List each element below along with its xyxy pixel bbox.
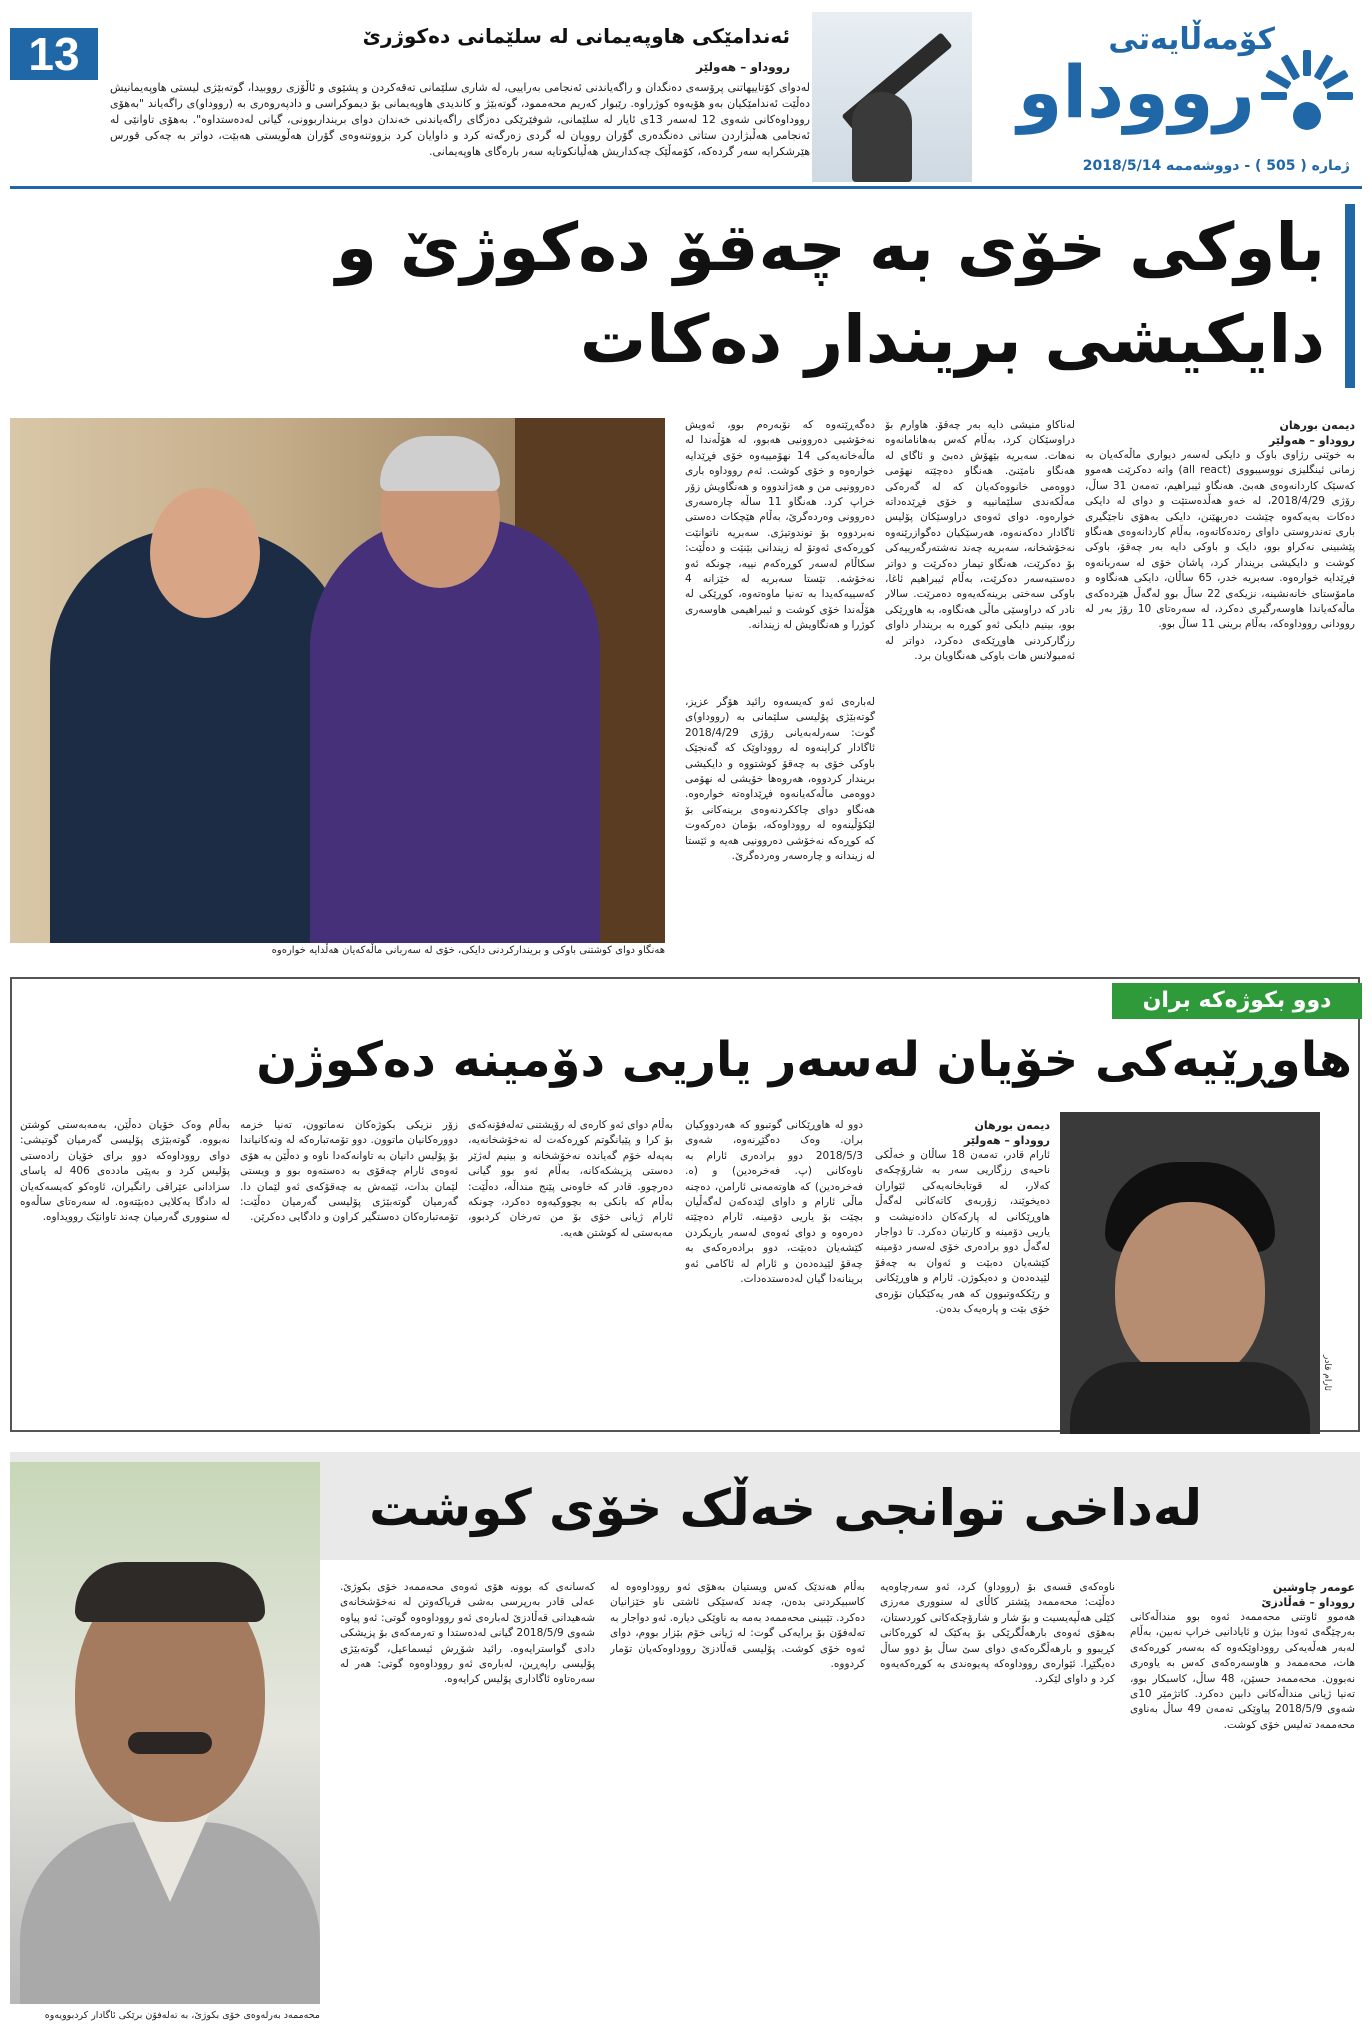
article3-byline: عومەر چاوشین [1272,1581,1355,1594]
article3-column-1 [1130,1580,1355,2025]
article1-photo [10,418,665,943]
article2-column-3: بەڵام دوای ئەو کارەی لە رۆیشتنی تەلەفۆنەکەی بۆ کرا و پێیانگوتم کوڕەکەت لە نەخۆشخانەیە، بەپەلە خۆم گەیاندە نەخۆشخانە و بینیم لەژێر دەستی پزیشکەکانە، بەڵام ئەو بوو گیانی دەرچوو. قادر کە خاوەنی پێنج منداڵە، دەڵێت: بەڵام کە بانکی بە بچووکیەوە دەکرد، چونکە ئارام ژیانی خۆی بۆ من تەرخان کردبوو، مەبەستی لە کوشتن هەیە. [468,1119,673,1239]
shirt-shape [1070,1362,1310,1434]
top-lead-text: لەدوای کۆتاییهاتنی پرۆسەی دەنگدان و راگەیاندنی ئەنجامی بەراییی، لە شاری سلێمانی تەقەکردن و پشێوی و ئاڵۆزی رووبیدا، گوتەبێژی لیستی هاوپەیمانیش دەڵێت ئەندامێکیان بەو هۆیەوە کوژراوە. رێبوار کەریم محەممود، گوتەبێژ و کاندیدی هاوپەیمانی بۆ دیموکراسی و دادپەروەری بە (رووداو)ی راگەیاند "بەهۆی رووداوەکانی شەوی 12 لەسەر 13ی ئایار لە سلێمانی، شوفێرێکی دەزگای راگەیاندنی خەندان دوای برینداربوونی، گیانی لەدەستداوە". بەهۆی تاوانێی لە ئەنجامی هەڵبژاردن ستاتی دەنگدەری گۆران روویان لە گردی زەرگەتە کرد و داوایان کرد بزووتنەوەی گۆران هەڵویستی هەبێت، دواتر بە چەکی قورس هێرشکرایە سەر گردەکە، کۆمەڵێک چەکداریش هەڵیانکوتایە سەر بارەگای هاوپەیمانی. [110,81,810,158]
article2-col1-text: ئارام قادر، تەمەن 18 ساڵان و خەڵکی ناحیەی رزگاریی سەر بە شارۆچکەی کەلار، لە قوتابخانەیەکی ئێواران دەیخوێند، زۆربەی کاتەکانی لەگەڵ هاوڕێکانی لە پارکەکان دادەنیشت و یاریی دۆمینە و کارتیان دەکرد. تا دواجار لەگەڵ دوو برادەری خۆی لەسەر دۆمینە کێشەیان دەبێت و ئەوان بە چەقۆ لێیدەدەن و دەیکوژن. ئارام و هاوڕێکانی و رێککەوتبوون کە هەر یەکێکیان نۆرەی خۆی بێت و پارەیەک بدەن. [875,1149,1050,1316]
article3-photo-caption: محەممەد بەرلەوەی خۆی بکوژێ، بە تەلەفۆن برێکی ئاگادار کردبوویەوە [44,2010,320,2021]
article2-column-1 [875,1118,1050,1428]
article1-headline-line1: باوکی خۆی بە چەقۆ دەکوژێ و [335,209,1325,286]
article3-headline: لەداخی توانجی خەڵک خۆی کوشت [369,1479,1202,1537]
article2-headline: هاوڕێیەکی خۆیان لەسەر یاریی دۆمینە دەکوژن [256,1032,1352,1088]
article2-column-5: بەڵام وەک خۆیان دەڵێن، بەمەبەستی کوشتن نەبووە. گوتەبێژی پۆلیسی گەرمیان گوتیشی: دوای رووداوەکە دوو برای خۆیان رادەستی پۆلیس کرد و بەپێی ماددەی 406 لە یاسای سزادانی عێراقی رانگیران، ئاوەکو کەیسەکەیان لە دادگا یەکلایی دەبێتەوە. لە سەرەتای ساڵەوە لە سنووری گەرمیان چەند تاوانێک روویداوە. [20,1119,230,1224]
article2-byline-place: رووداو – هەولێر [963,1134,1050,1147]
article3-column-2: ناوەکەی قسەی بۆ (رووداو) کرد، ئەو سەرچاوەیە دەڵێت: محەممەد پێشتر کاڵای لە سنووری مەرزی کێلی هەڵپەیسیت و بۆ شار و شارۆچکەکانی کوردستان، بەهۆی ئەوەی بارهەڵگرێکی بۆ یەکێک لە کوڕەکانی کڕیبوو و بارهەڵگرەکەی دوای سێ ساڵ بۆ دوو ساڵ دەیگێڕا. ئێوارەی رووداوەکە پەیوەندی بە کوڕەکەیەوە کرد و داوای لێکرد. [880,1581,1115,1686]
article2-photo-credit: ئارام قادر [1322,1355,1332,1391]
logo [985,0,1365,190]
article3-column-4: کەسانەی کە بوونە هۆی ئەوەی محەممەد خۆی بکوژێ. عەلی قادر بەرپرسی بەشی فریاکەوتن لە نەخۆشخانەی شەهیدانی قەڵادزێ لەبارەی ئەو رووداوەوە گوتی: ئەو پیاوە شەوی 2018/5/9 گیانی لەدەستدا و تەرمەکەی بۆ پزیشکی دادی گواسترایەوە. رائید شۆڕش ئیسماعیل، گوتەبێژی پۆلیسی راپەڕین، لەبارەی ئەو رووداوەوە گوتی: هەر لە سەرەتاوە ئاگاداری پۆلیس کرایەوە. [340,1581,595,1686]
face-shape [1115,1202,1265,1382]
article2-byline: دیمەن بورهان [974,1119,1050,1132]
mustache-shape [128,1732,212,1754]
logo-name: رووداو [1017,50,1255,134]
article3-byline-place: رووداو – قەڵادزێ [1261,1596,1355,1609]
logo-kicker: کۆمەڵایەتی [1108,22,1275,57]
masthead-divider [10,186,1362,189]
article1-byline: دیمەن بورهان [1279,419,1355,432]
article3-column-3: بەڵام هەندێک کەس ویستیان بەهۆی ئەو رووداوەوە لە کاسبیکردنی بدەن، چەند کەسێکی ئاشتی ناو خێزانیان دەکرد. تێبینی محەممەد بەمە بە ناوێکی دیارە. ئەو دواجار بە تەلەفۆن بۆ برایەکی گوت: لە ژیانی خۆم بێزار بووم، دوای ئەوە خۆی کوشت. پۆلیسی قەڵادزێ رووداوەکەیان تۆمار کردووە. [610,1581,865,1671]
article1-column-4: لەبارەی ئەو کەیسەوە رائید هۆگر عزیز، گوتەبێژی پۆلیسی سلێمانی بە (رووداو)ی گوت: سەرلەبەیانی رۆژی 2018/4/29 ئاگادار کراینەوە لە رووداوێک کە گەنجێک باوکی خۆی بە چەقۆ کوشتووە و دایکیشی بریندار کردووە، هەروەها خۆیشی لە نهۆمی دووەمی ماڵەکەیانەوە فڕێداوەتە خوارەوە. هەنگاو دوای چاککردنەوەی برینەکانی بۆ لێکۆڵینەوە لە رووداوەکە، بۆمان دەرکەوت کە کوڕەکە نەخۆشی دەروونیی هەیە و ئێستا لە زیندانە و چارەسەر وەردەگرێ. [685,696,875,863]
article1-column-3: دەگەڕێتەوە کە نۆبەرەم بوو، ئەویش نەخۆشیی دەروونیی هەبوو، لە هۆڵەندا لە ماڵەخانەیەکی 14 نهۆمییەوە خۆی فڕێدایە خوارەوە و خۆی کوشت. ئەم رووداوە باری دەروونیی من و هەژاندووە و هەنگاویش زۆر خراپ کرد. هەنگاو 11 ساڵە چارەسەری دەروونی وەردەگرێ، بەڵام هێچکات دەستی نەبردووە بۆ توندوتیژی. سەبریە ناتوانێت کوڕەکەی ئەوتۆ لە زیندانی بێنێت و دەڵێت: سکاڵام لەسەر کوڕەکەم نییە، چونکە ئەو نەخۆشە. تێستا سەبریە لە خێزانە 4 کەسییەکەیدا بە تەنیا ماوەتەوە، کوڕێکی لە هۆڵەندا خۆی کوشت و ئیبراهیمی هاوسەری کوژرا و هەنگاویش لە زیندانە. [685,419,875,632]
article3-photo [10,1462,320,2004]
headline-accent-bar [1345,204,1355,388]
woman-face [150,488,260,618]
article2-column-2: دوو لە هاوڕێکانی گوتبوو کە هەردووکیان بران. وەک دەگێڕنەوە، شەوی 2018/5/3 دوو برادەری ئارام بە ناوەکانی (پ. فەخرەدین) و (ە. فەخرەدین) کە هاوتەمەنی ئارامن، دەچنە ماڵی ئارام و داوای لێدەکەن لەگەڵیان بچێت بۆ یاریی دۆمینە. ئارام دەچێتە دەرەوە و دوای ئەوەی لەسەر یاریکردن کێشەیان دەبێت، دوو برادەرەکەی بە چەقۆ لێیدەدەن و ئارام لە ئاکامی ئەو برینانەدا گیان لەدەستدەدات. [685,1119,863,1286]
article1-byline-place: رووداو – هەولێر [1268,434,1355,447]
masthead [0,0,1372,190]
article2-photo [1060,1112,1320,1434]
rifle-photo [812,12,972,182]
sunburst-icon [1257,46,1357,146]
article1-headline [225,202,1325,386]
article1-col1-text: بە خوێنی رژاوی باوک و دایکی لەسەر دیواری ماڵەکەیان بە زمانی ئینگلیزی نووسیبووی (all react) واتە دەکرێت هەموو کەسێک کاردانەوەی هەبێ. هەنگاو ئیبراهیم، تەمەن 31 ساڵ، رۆژی 2018/4/29، لە خەو هەڵدەستێت و دوای لە دایکی دەکات بەیەکەوە چێشت دەربهێنن، دایکی بەهۆی ناجێگیری باری تەندروستی داوای رەتدەکاتەوە، بەڵام کاردانەوەی هەنگاو پێشبینی نەکراو بوو، دایک و باوکی دایە بەر چەقۆ، باوکی کوشت و دایکیشی بریندار کرد، پاشان خۆی لە سەربانەوە فڕێدایە خوارەوە. سەبریە خدر، 65 ساڵان، دایکی هەنگاوە و مامۆستای خانەنشینە، نزیکەی 22 ساڵ بوو لەگەڵ هێردەکەی ماڵەکەیاندا هاوسەرگیری دەکرد، لە سەرەتای 10 رۆژ بەر لە روودانی رووداوەکە، بەڵام برینی 11 ساڵ بوو. [1085,449,1355,631]
article1-headline-box [10,196,1355,396]
article1-column-2: لەناکاو منیشی دایە بەر چەقۆ. هاوارم بۆ دراوسێکان کرد، بەڵام کەس بەهانامانەوە نەهات. سەبریە بێهۆش دەبێ و ئاگای لە هەنگاو نامێنێ. هەنگاو دەچێتە نهۆمی دووەمی خانووەکەیان کە لە گەرەکی مەڵکەندی سلێمانییە و خۆی فڕێدەداتە خوارەوە. دوای ئەوەی دراوسێکان پۆلیس ئاگادار دەکەنەوە، هەرسێکیان دەگوازرێنەوە نەخۆشخانە، سەبریە چەند نەشتەرگەرییەکی بۆ دەکرێت، هەنگاو تیمار دەکرێت و دواتر دەستبەسەر دەکرێت، بەڵام ئیبراهیم ئاغا، باوکی سەختی برینەکەیەوە دەمرێت. سالار نادر کە دراوسێی ماڵی هەنگاوە، بە هاوڕێکی بوو، بینیم دایکی ئەو کوڕە بە بریندار داوای رزگارکردنی هاوڕێکەی دەکرد، دواتر لە ئەمبولانس هات باوکی هەنگاویان برد. [885,419,1075,663]
article2-column-4: زۆر نزیکی بکوژەکان نەماتوون، تەنیا خزمە دوورەکانیان ماتوون. دوو تۆمەتبارەکە لە وتەکانیاندا بۆ پۆلیس دانیان بە تاوانەکەدا ناوە و دەڵێن بە هۆی ئەوەی ئارام چەقۆی بە دەستەوە بوو و ویستی لێمان بدات، ئێمەش بە چەقۆکەی ئەو لێمان دا. گەرمیان گوتەبێژی پۆلیسی گەرمیان دەڵێت: تۆمەتبارەکان دەستگیر کراون و دادگایی دەکرێن. [240,1119,458,1224]
article1-photo-caption: هەنگاو دوای کوشتنی باوکی و برینداركردنی دایکی، خۆی لە سەربانی ماڵەکەیان هەڵدایە خوارەوە [271,945,665,956]
hair-shape [75,1562,265,1622]
article1-column-1 [1085,418,1355,958]
article1-headline-line2: دایکیشی بریندار دەکات [579,301,1325,378]
issue-line: ژمارە ( 505 ) - دووشەممە 2018/5/14 [1082,158,1350,174]
silhouette-shape [852,92,912,182]
page-number: 13 [10,28,98,80]
top-headline: ئەندامێکی هاوپەیمانی لە سلێمانی دەکوژرێ [362,24,790,48]
article2-kicker: دوو بکوژەکە بران [1112,983,1362,1019]
top-byline: رووداو – هەولێر [696,60,790,74]
article3-col1-text: هەموو ئاوتنی محەممەد ئەوە بوو منداڵەکانی بەرچێگەی ئەودا بیژن و ئایادانیی خراپ نەبین، بەڵام لەبەر هەڵەیەکی رووداوێکەوە کە بەسەر کوڕەکەی هات، محەممەد و هاوسەرەکەی کەس بە یاوەری نەبوون. محەممەد حسێن، 48 ساڵ، کاسبکار بوو، تەنیا ژیانی منداڵەکانی دابین دەکرد. کاتژمێر 10ی شەوی 2018/5/9 پیاوێکی تەمەن 49 ساڵ بەناوی محەممەد تەلیس خۆی کوشت. [1130,1611,1355,1731]
